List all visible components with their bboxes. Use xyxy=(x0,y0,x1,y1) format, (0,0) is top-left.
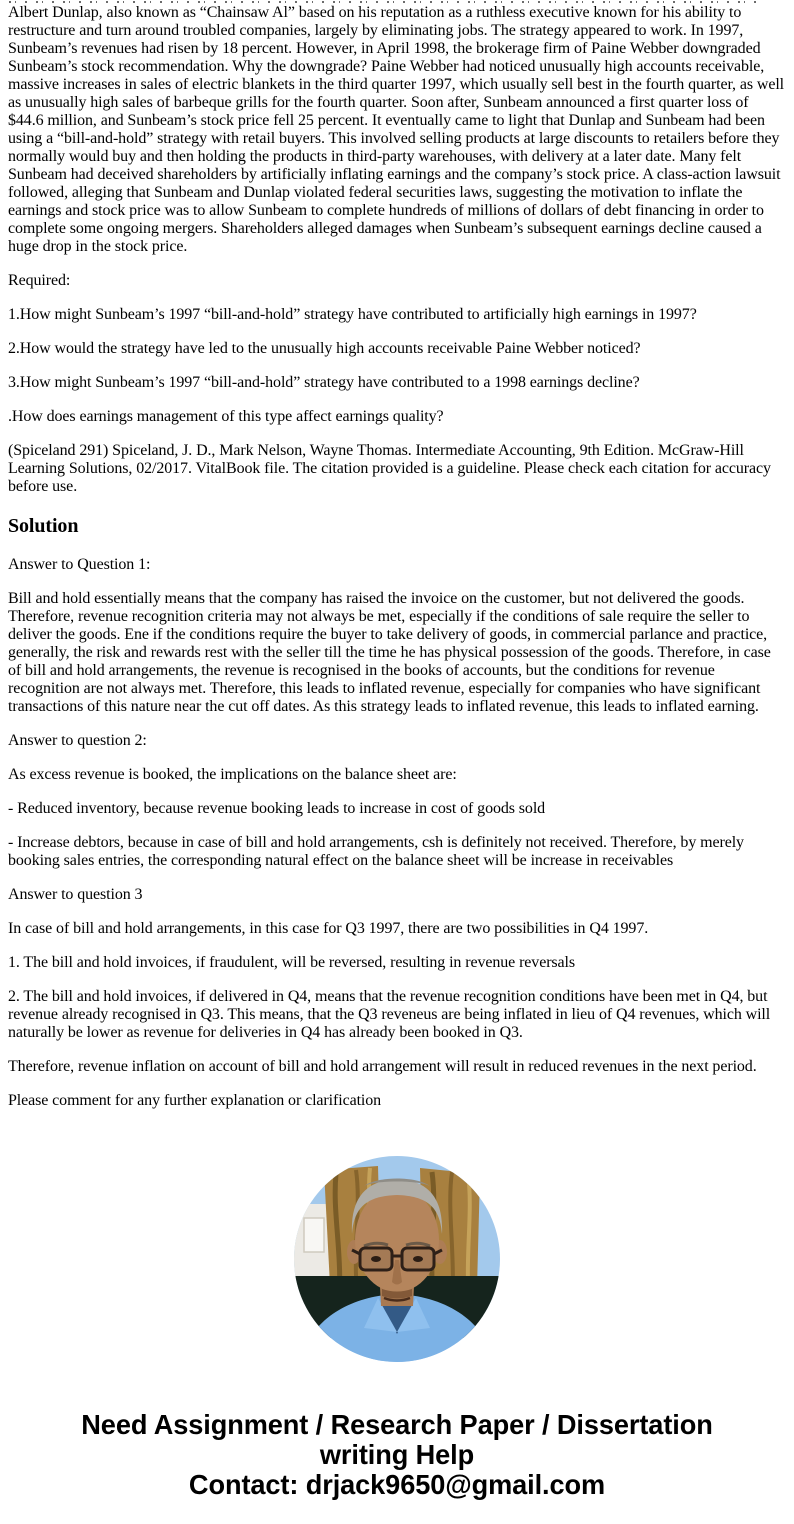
answer2-point-2: - Increase debtors, because in case of bill and hold arrangements, csh is definitely not received. Therefore, by merely booking sales entries, the corresponding natural effect on the balance sheet will be increase in receivables xyxy=(8,834,744,869)
question-1: 1.How might Sunbeam’s 1997 “bill-and-hold” strategy have contributed to artificially high earnings in 1997? xyxy=(8,306,697,323)
intro-paragraph: Albert Dunlap, also known as “Chainsaw Al” based on his reputation as a ruthless executive known for his ability to restructure and turn around troubled companies, largely by eliminating jobs. The strategy appeared to work. In 1997, Sunbeam’s revenues had risen by 18 percent. However, in April 1998, the brokerage firm of Paine Webber downgraded Sunbeam’s stock recommendation. Why the downgrade? Paine Webber had noticed unusually high accounts receivable, massive increases in sales of electric blankets in the third quarter 1997, which usually sell best in the fourth quarter, as well as unusually high sales of barbeque grills for the fourth quarter. Soon after, Sunbeam announced a first quarter loss of $44.6 million, and Sunbeam’s stock price fell 25 percent. It eventually came to light that Dunlap and Sunbeam had been using a “bill-and-hold” strategy with retail buyers. This involved selling products at large discounts to retailers before they normally would buy and then holding the products in third-party warehouses, with delivery at a later date. Many felt Sunbeam had deceived shareholders by artificially inflating earnings and the company’s stock price. A class-action lawsuit followed, alleging that Sunbeam and Dunlap violated federal securities laws, suggesting the motivation to inflate the earnings and stock price was to allow Sunbeam to complete hundreds of millions of dollars of debt financing in order to complete some ongoing mergers. Shareholders alleged damages when Sunbeam’s subsequent earnings decline caused a huge drop in the stock price. xyxy=(8,4,785,255)
question-4: .How does earnings management of this type affect earnings quality? xyxy=(8,408,444,425)
footer-heading-line1: Need Assignment / Research Paper / Dissertation xyxy=(81,1409,713,1440)
footer-heading-line2: writing Help xyxy=(319,1439,475,1470)
answer3-intro: In case of bill and hold arrangements, in this case for Q3 1997, there are two possibilities in Q4 1997. xyxy=(8,920,649,937)
footer-contact-email: Contact: drjack9650@gmail.com xyxy=(188,1469,606,1500)
wall-switch-plate xyxy=(304,1218,324,1252)
answer2-point-1: - Reduced inventory, because revenue booking leads to increase in cost of goods sold xyxy=(8,800,546,817)
answer3-conclusion: Therefore, revenue inflation on account of bill and hold arrangement will result in reduced revenues in the next period. xyxy=(8,1058,757,1075)
question-2: 2.How would the strategy have led to the unusually high accounts receivable Paine Webber noticed? xyxy=(8,340,641,357)
citation-text: (Spiceland 291) Spiceland, J. D., Mark Nelson, Wayne Thomas. Intermediate Accounting, 9th Edition. McGraw-Hill Learning Solutions, 02/2017. VitalBook file. The citation provided is a guideline. Please check each citation for accuracy before use. xyxy=(8,442,771,495)
closing-note: Please comment for any further explanation or clarification xyxy=(8,1092,382,1109)
footer-banner xyxy=(8,1410,786,1500)
answer1-label: Answer to Question 1: xyxy=(8,556,151,573)
avatar-container xyxy=(8,1156,786,1362)
answer3-point-2: 2. The bill and hold invoices, if delivered in Q4, means that the revenue recognition conditions have been met in Q4, but revenue already recognised in Q3. This means, that the Q3 reveneus are being inflated in lieu of Q4 revenues, which will naturally be lower as revenue for deliveries in Q4 has already been booked in Q3. xyxy=(8,988,771,1041)
answer3-label: Answer to question 3 xyxy=(8,886,143,903)
required-label: Required: xyxy=(8,272,71,289)
answer3-point-1: 1. The bill and hold invoices, if fraudulent, will be reversed, resulting in revenue reversals xyxy=(8,954,576,971)
answer2-label: Answer to question 2: xyxy=(8,732,147,749)
solution-heading: Solution xyxy=(8,515,79,537)
answer2-intro: As excess revenue is booked, the implications on the balance sheet are: xyxy=(8,766,457,783)
tutor-portrait-photo xyxy=(294,1156,500,1362)
clipped-previous-line xyxy=(9,1,756,3)
answer1-body: Bill and hold essentially means that the company has raised the invoice on the customer, but not delivered the goods. Therefore, revenue recognition criteria may not always be met, especially if the conditions of sale require the seller to deliver the goods. Ene if the conditions require the buyer to take delivery of goods, in commercial parlance and practice, generally, the risk and rewards rest with the seller till the time he has physical possession of the goods. Therefore, in case of bill and hold arrangements, the revenue is recognised in the books of accounts, but the conditions for revenue recognition are not always met. Therefore, this leads to inflated revenue, especially for companies who have significant transactions of this nature near the cut off dates. As this strategy leads to inflated revenue, this leads to inflated earning. xyxy=(8,590,771,715)
question-3: 3.How might Sunbeam’s 1997 “bill-and-hold” strategy have contributed to a 1998 earnings decline? xyxy=(8,374,640,391)
